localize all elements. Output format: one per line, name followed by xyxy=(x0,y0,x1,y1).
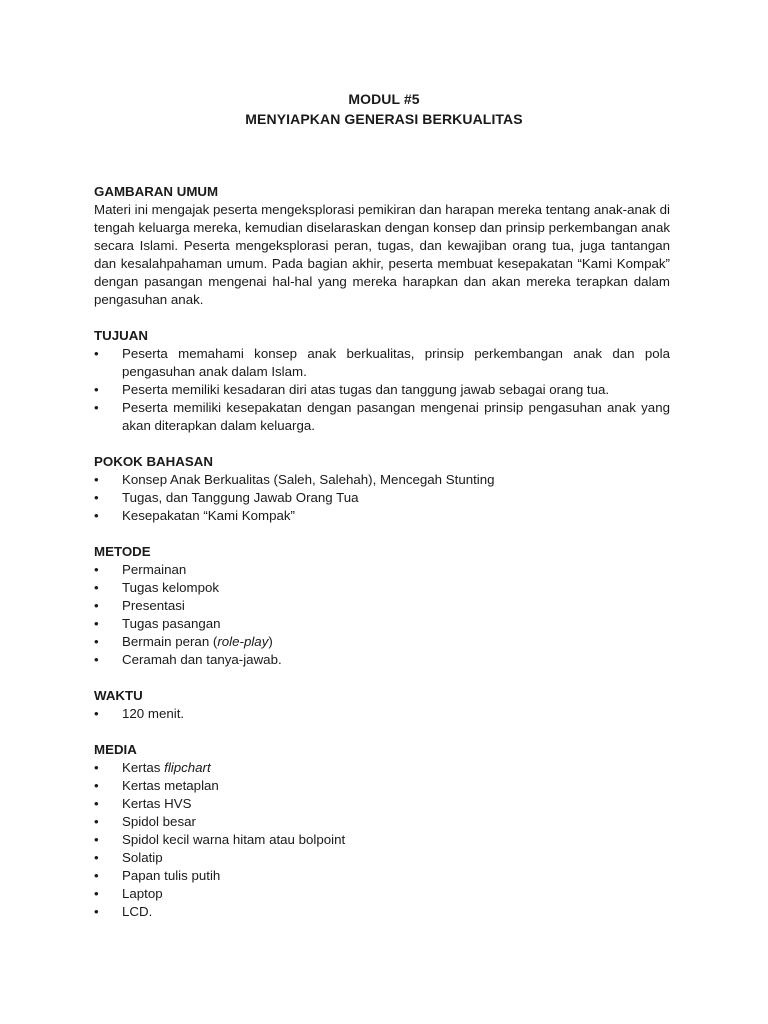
list-item-text: Tugas pasangan xyxy=(122,616,221,631)
bullet-icon: • xyxy=(94,634,99,649)
document-body xyxy=(94,183,670,939)
list-item xyxy=(94,903,670,921)
list-item-text: Peserta memahami konsep anak berkualitas, prinsip perkembangan anak dan pola pengasuhan anak dalam Islam. xyxy=(122,346,670,379)
title-block xyxy=(0,89,768,129)
list-item xyxy=(94,885,670,903)
bullet-icon: • xyxy=(94,832,99,847)
bullet-icon: • xyxy=(94,886,99,901)
bullet-icon: • xyxy=(94,616,99,631)
list-item xyxy=(94,813,670,831)
list-item-text-prefix: Bermain peran ( xyxy=(122,634,218,649)
section-paragraph: Materi ini mengajak peserta mengeksplorasi pemikiran dan harapan mereka tentang anak-anak di tengah keluarga mereka, kemudian diselaraskan dengan konsep dan prinsip perkembangan anak secara Islami. Peserta mengeksplorasi peran, tugas, dan kewajiban orang tua, juga tantangan dan kesalahpahaman umum. Pada bagian akhir, peserta membuat kesepakatan “Kami Kompak” dengan pasangan mengenai hal-hal yang mereka harapkan dan akan mereka terapkan dalam pengasuhan anak. xyxy=(94,202,670,307)
list-item-text: Papan tulis putih xyxy=(122,868,221,883)
list-item-text-suffix: ) xyxy=(268,634,273,649)
module-number: MODUL #5 xyxy=(348,91,420,107)
bullet-icon: • xyxy=(94,904,99,919)
section-heading: WAKTU xyxy=(94,688,143,703)
list-item-text: Permainan xyxy=(122,562,187,577)
section-heading: GAMBARAN UMUM xyxy=(94,184,219,199)
list-item xyxy=(94,651,670,669)
list-item xyxy=(94,849,670,867)
list-item-text: Spidol kecil warna hitam atau bolpoint xyxy=(122,832,346,847)
section-metode xyxy=(94,543,670,669)
list-item-text-italic: flipchart xyxy=(164,760,211,775)
list-item xyxy=(94,615,670,633)
list-item-text: Kertas HVS xyxy=(122,796,192,811)
section-heading: METODE xyxy=(94,544,151,559)
section-gambaran-umum xyxy=(94,183,670,309)
list-item xyxy=(94,471,670,489)
list-item-text: Tugas, dan Tanggung Jawab Orang Tua xyxy=(122,490,359,505)
bullet-icon: • xyxy=(94,850,99,865)
list-item-text: Konsep Anak Berkualitas (Saleh, Salehah), Mencegah Stunting xyxy=(122,472,495,487)
list-item xyxy=(94,561,670,579)
bullet-icon: • xyxy=(94,796,99,811)
bullet-icon: • xyxy=(94,778,99,793)
module-title: MENYIAPKAN GENERASI BERKUALITAS xyxy=(245,111,523,127)
list-item xyxy=(94,633,670,651)
bullet-list xyxy=(94,705,670,723)
list-item xyxy=(94,777,670,795)
bullet-icon: • xyxy=(94,508,99,523)
list-item xyxy=(94,381,670,399)
list-item-text: Solatip xyxy=(122,850,163,865)
bullet-icon: • xyxy=(94,706,99,721)
list-item xyxy=(94,867,670,885)
list-item-text: LCD. xyxy=(122,904,153,919)
section-heading: MEDIA xyxy=(94,742,137,757)
list-item-text: Kertas metaplan xyxy=(122,778,219,793)
list-item xyxy=(94,399,670,435)
section-pokok-bahasan xyxy=(94,453,670,525)
list-item-text: 120 menit. xyxy=(122,706,185,721)
list-item-text: Presentasi xyxy=(122,598,185,613)
list-item-text: Peserta memiliki kesepakatan dengan pasangan mengenai prinsip pengasuhan anak yang akan diterapkan dalam keluarga. xyxy=(122,400,670,433)
list-item xyxy=(94,795,670,813)
list-item-text: Kesepakatan “Kami Kompak” xyxy=(122,508,295,523)
bullet-icon: • xyxy=(94,598,99,613)
bullet-list xyxy=(94,345,670,435)
bullet-icon: • xyxy=(94,562,99,577)
list-item-text: Spidol besar xyxy=(122,814,196,829)
section-heading: TUJUAN xyxy=(94,328,148,343)
list-item xyxy=(94,759,670,777)
list-item-text: Ceramah dan tanya-jawab. xyxy=(122,652,282,667)
list-item-text-prefix: Kertas xyxy=(122,760,165,775)
section-tujuan xyxy=(94,327,670,435)
list-item xyxy=(94,579,670,597)
list-item xyxy=(94,597,670,615)
bullet-icon: • xyxy=(94,652,99,667)
bullet-icon: • xyxy=(94,346,99,361)
bullet-icon: • xyxy=(94,472,99,487)
list-item xyxy=(94,489,670,507)
list-item-text: Peserta memiliki kesadaran diri atas tugas dan tanggung jawab sebagai orang tua. xyxy=(122,382,610,397)
list-item-text: Laptop xyxy=(122,886,163,901)
section-media xyxy=(94,741,670,921)
list-item-text: Tugas kelompok xyxy=(122,580,220,595)
bullet-list xyxy=(94,759,670,921)
bullet-icon: • xyxy=(94,580,99,595)
bullet-list xyxy=(94,471,670,525)
list-item xyxy=(94,345,670,381)
list-item xyxy=(94,705,670,723)
bullet-icon: • xyxy=(94,400,99,415)
list-item xyxy=(94,507,670,525)
bullet-icon: • xyxy=(94,490,99,505)
bullet-icon: • xyxy=(94,814,99,829)
section-heading: POKOK BAHASAN xyxy=(94,454,213,469)
list-item xyxy=(94,831,670,849)
bullet-icon: • xyxy=(94,382,99,397)
section-waktu xyxy=(94,687,670,723)
list-item-text-italic: role-play xyxy=(217,634,269,649)
bullet-list xyxy=(94,561,670,669)
bullet-icon: • xyxy=(94,868,99,883)
bullet-icon: • xyxy=(94,760,99,775)
